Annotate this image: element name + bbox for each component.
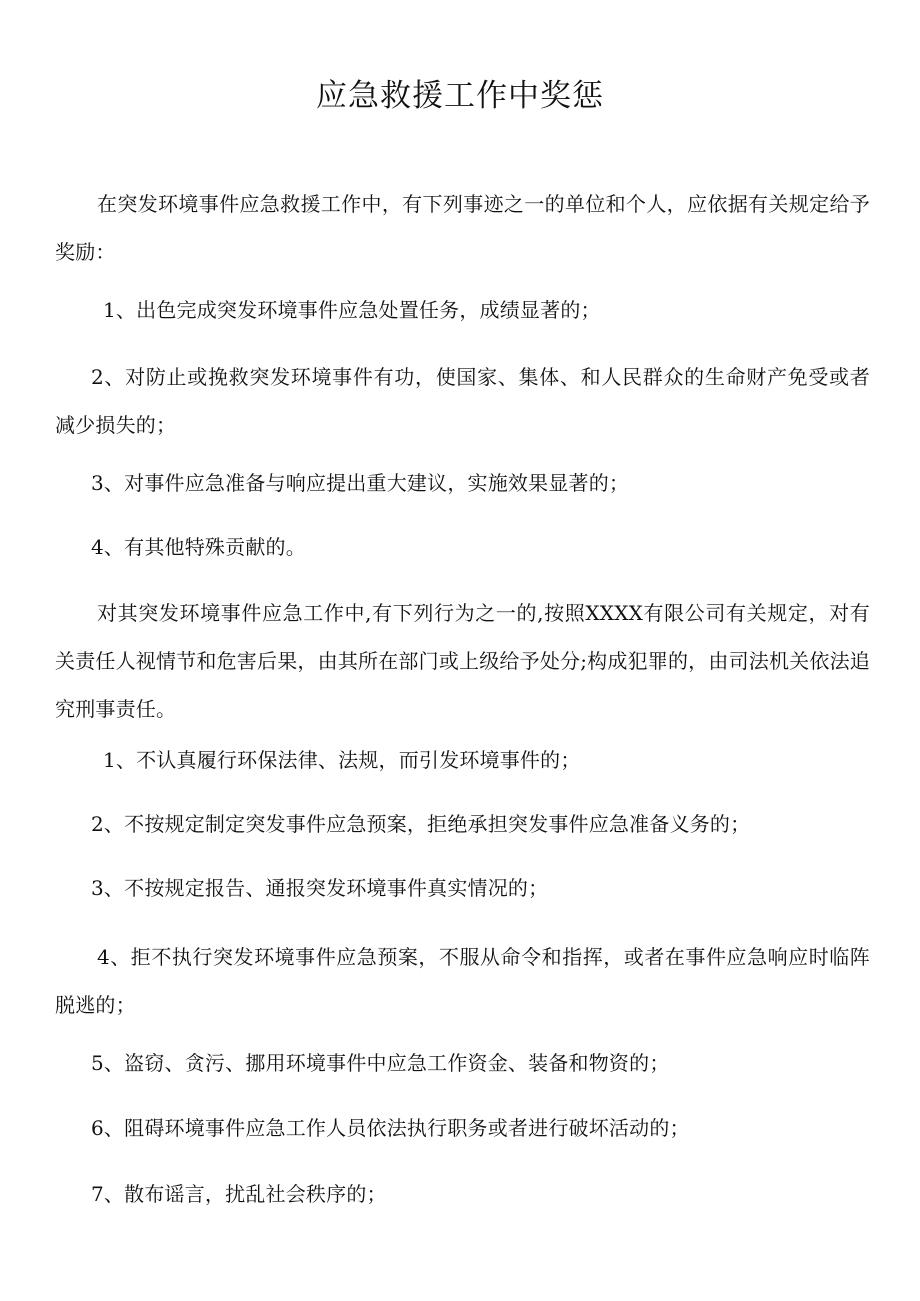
penalty-item-3: 3、不按规定报告、通报突发环境事件真实情况的； — [91, 876, 549, 900]
penalty-item-7: 7、散布谣言，扰乱社会秩序的； — [91, 1182, 387, 1206]
penalty-item-6: 6、阻碍环境事件应急工作人员依法执行职务或者进行破坏活动的； — [91, 1116, 690, 1140]
document-title: 应急救援工作中奖惩 — [316, 78, 604, 114]
penalty-item-4: 4、拒不执行突发环境事件应急预案，不服从命令和指挥，或者在事件应急响应时临阵脱逃的； — [55, 945, 870, 1017]
penalty-item-5: 5、盗窃、贪污、挪用环境事件中应急工作资金、装备和物资的； — [91, 1051, 670, 1075]
reward-item-4: 4、有其他特殊贡献的。 — [91, 535, 306, 559]
reward-item-2: 2、对防止或挽救突发环境事件有功，使国家、集体、和人民群众的生命财产免受或者减少损失的； — [55, 365, 870, 437]
penalty-item-1: 1、不认真履行环保法律、法规，而引发环境事件的； — [103, 748, 581, 772]
penalties-intro: 对其突发环境事件应急工作中,有下列行为之一的,按照XXXX有限公司有关规定，对有关责任人视情节和危害后果，由其所在部门或上级给予处分;构成犯罪的，由司法机关依法追究刑事责任。 — [55, 601, 870, 721]
reward-item-3: 3、对事件应急准备与响应提出重大建议，实施效果显著的； — [91, 471, 630, 495]
rewards-intro: 在突发环境事件应急救援工作中，有下列事迹之一的单位和个人，应依据有关规定给予奖励： — [55, 192, 870, 264]
penalty-item-2: 2、不按规定制定突发事件应急预案，拒绝承担突发事件应急准备义务的； — [91, 812, 751, 836]
reward-item-1: 1、出色完成突发环境事件应急处置任务，成绩显著的； — [103, 298, 601, 322]
